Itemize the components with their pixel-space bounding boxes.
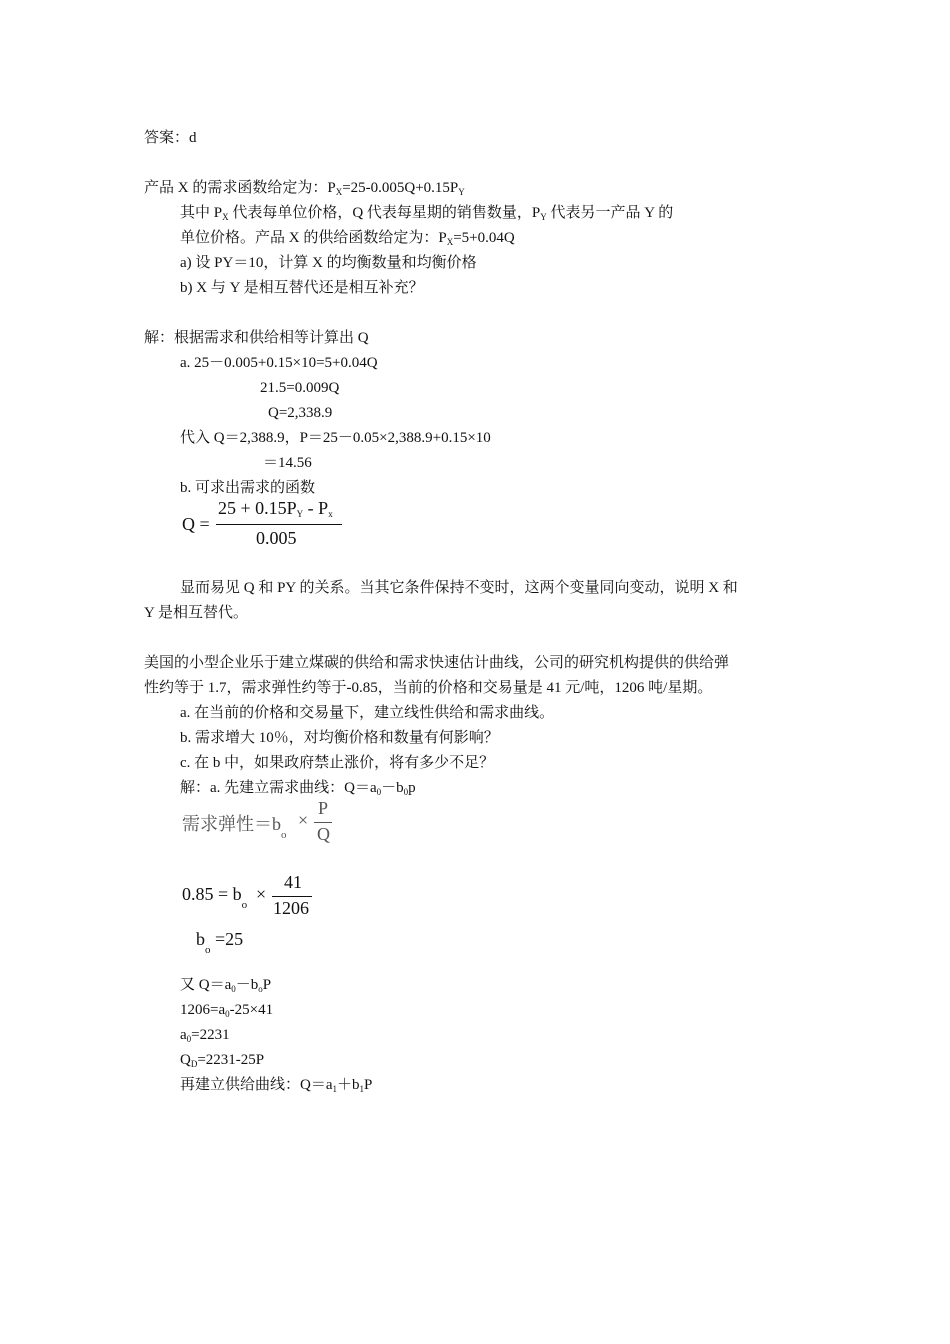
formula-lhs: Q = bbox=[182, 514, 210, 534]
step-demand-form: 又 $Q=a_0-b_oP$ bbox=[180, 977, 272, 994]
problem1-intro: 产品 X 的需求函数给定为：$P_X=25-0.005Q+0.15P_Y$ bbox=[144, 180, 465, 197]
solution1-conclusion-2: Y 是相互替代。 bbox=[144, 605, 249, 621]
problem2-solution-a: 解：a. 先建立需求曲线：$Q=a_0-b_0p$ bbox=[180, 780, 416, 797]
step-supply-curve: 再建立供给曲线：$Q=a_1+b_1P$ bbox=[180, 1077, 373, 1094]
step-demand-curve: $Q_D=2231-25P$ bbox=[180, 1052, 265, 1069]
solution1-a3: Q=2,338.9 bbox=[268, 405, 333, 421]
problem2-question-c: c. 在 b 中，如果政府禁止涨价，将有多少不足？ bbox=[180, 755, 495, 771]
formula-denominator: 0.005 bbox=[256, 528, 297, 548]
answer-line: 答案：d bbox=[144, 130, 197, 146]
solution1-b1: b. 可求出需求的函数 bbox=[180, 480, 316, 496]
formula-numerator: $25 + 0.15P_Y - P_x$ bbox=[218, 498, 333, 519]
solution1-a1: a. 25－0.005+0.15×10=5+0.04Q bbox=[180, 355, 378, 371]
demand-function-formula bbox=[180, 498, 350, 556]
problem1-question-a: a) 设 PY＝10，计算 X 的均衡数量和均衡价格 bbox=[180, 255, 477, 271]
solution1-conclusion-1: 显而易见 Q 和 PY 的关系。当其它条件保持不变时，这两个变量同向变动，说明 X 和 bbox=[180, 580, 738, 596]
solution1-a4: 代入 Q＝2,388.9，P＝25－0.05×2,388.9+0.15×10 bbox=[180, 430, 491, 446]
problem1-question-b: b) X 与 Y 是相互替代还是相互补充？ bbox=[180, 280, 424, 296]
problem2-question-b: b. 需求增大 10％，对均衡价格和数量有何影响？ bbox=[180, 730, 499, 746]
solution1-heading: 解：根据需求和供给相等计算出 Q bbox=[144, 330, 369, 346]
fraction-bar bbox=[272, 896, 312, 897]
fraction-bar bbox=[314, 822, 332, 823]
problem1-line2: 其中 $P_X$ 代表每单位价格，Q 代表每星期的销售数量，$P_Y$ 代表另一产品 Y 的 bbox=[180, 205, 674, 222]
elasticity-equation: 需求弹性$=b_o$ × P Q bbox=[182, 798, 330, 844]
problem2-line1: 美国的小型企业乐于建立煤碳的供给和需求快速估计曲线，公司的研究机构提供的供给弹 bbox=[144, 655, 730, 671]
fraction-bar bbox=[216, 524, 342, 525]
b0-value: $b_o =25$ bbox=[196, 929, 244, 956]
solution1-a5: ＝14.56 bbox=[263, 455, 312, 471]
step-a0-value: $a_0=2231$ bbox=[180, 1027, 230, 1044]
step-substitution: $1206=a_0-25\times 41$ bbox=[180, 1002, 274, 1019]
problem1-line3: 单位价格。产品 X 的供给函数给定为：$P_X=5+0.04Q$ bbox=[180, 230, 515, 247]
problem2-question-a: a. 在当前的价格和交易量下，建立线性供给和需求曲线。 bbox=[180, 705, 555, 721]
elasticity-value-equation: $0.85 = b_o$ × 41 1206 bbox=[182, 872, 352, 924]
solution1-a2: 21.5=0.009Q bbox=[260, 380, 340, 396]
problem2-line2: 性约等于 1.7，需求弹性约等于-0.85，当前的价格和交易量是 41 元/吨，1206 吨/星期。 bbox=[144, 680, 713, 696]
